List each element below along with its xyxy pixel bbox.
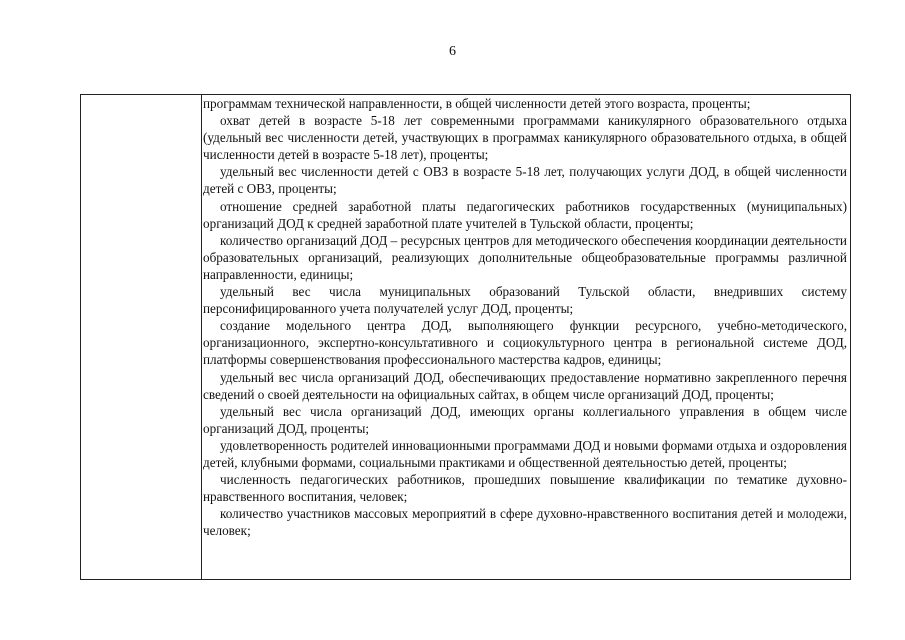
- table-left-cell: [81, 95, 202, 579]
- indicators-table: [80, 94, 851, 580]
- indicator-item: отношение средней заработной платы педагогических работников государственных (муниципальных) организаций ДОД к средней заработной плате учителей в Тульской области, проценты;: [203, 198, 847, 231]
- indicator-item: удельный вес численности детей с ОВЗ в возрасте 5-18 лет, получающих услуги ДОД, в общей численности детей с ОВЗ, проценты;: [203, 164, 847, 197]
- page-number: 6: [449, 44, 456, 59]
- indicator-item: программам технической направленности, в общей численности детей этого возраста, проценты;: [203, 96, 751, 111]
- indicator-item: охват детей в возрасте 5-18 лет современными программами каникулярного образовательного отдыха (удельный вес численности детей, участвующих в программах каникулярного образовательного отдыха, в общей численности детей в возрасте 5-18 лет), проценты;: [203, 113, 847, 163]
- indicator-item: количество организаций ДОД – ресурсных центров для методического обеспечения координации деятельности образовательных организаций, реализующих дополнительные общеобразовательные программы различной направленности, единицы;: [203, 232, 847, 282]
- table-right-cell: [203, 95, 847, 539]
- indicator-item: создание модельного центра ДОД, выполняющего функции ресурсного, учебно-методического, организационного, экспертно-консультативного и социокультурного центра в региональной системе ДОД, платформы совершенствования профессионального мастерства кадров, единицы;: [203, 318, 847, 368]
- indicator-item: численность педагогических работников, прошедших повышение квалификации по тематике духовно-нравственного воспитания, человек;: [203, 472, 847, 505]
- indicator-item: удельный вес числа организаций ДОД, имеющих органы коллегиального управления в общем числе организаций ДОД, проценты;: [203, 403, 847, 436]
- indicator-item: удельный вес числа организаций ДОД, обеспечивающих предоставление нормативно закрепленного перечня сведений о своей деятельности на официальных сайтах, в общем числе организаций ДОД, проценты;: [203, 369, 847, 402]
- indicator-item: удельный вес числа муниципальных образований Тульской области, внедривших систему персонифицированного учета получателей услуг ДОД, проценты;: [203, 284, 847, 317]
- indicator-item: количество участников массовых мероприятий в сфере духовно-нравственного воспитания детей и молодежи, человек;: [203, 506, 847, 539]
- indicator-item: удовлетворенность родителей инновационными программами ДОД и новыми формами отдыха и оздоровления детей, клубными формами, социальными практиками и общественной деятельностью детей, проценты;: [203, 437, 847, 470]
